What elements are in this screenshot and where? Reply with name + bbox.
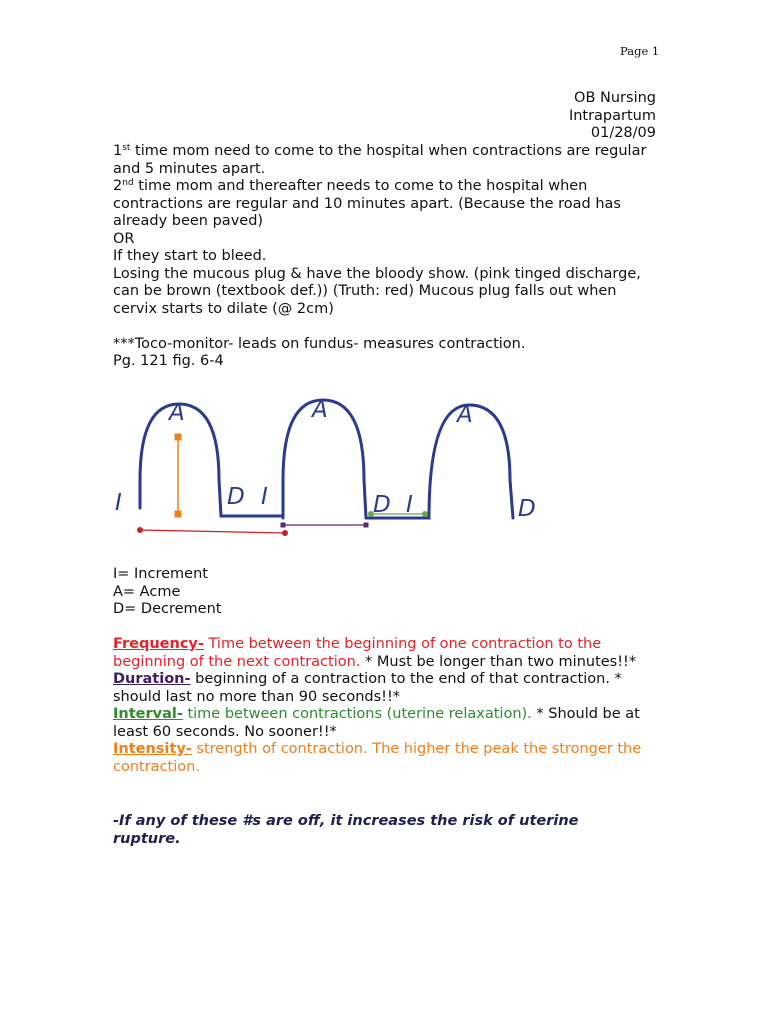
note-date: 01/28/09 <box>590 125 656 141</box>
increment-label-3: I <box>406 492 413 518</box>
interval-definition <box>113 706 643 741</box>
legend-increment: I= Increment <box>113 566 208 582</box>
decrement-label-1: D <box>227 484 245 510</box>
duration-definition <box>113 671 643 706</box>
frequency-note: * Must be longer than two minutes!!* <box>360 653 637 670</box>
ordinal-2-suffix: nd <box>122 178 134 188</box>
ordinal-2: 2 <box>113 178 123 194</box>
decrement-label-2: D <box>373 492 391 518</box>
frequency-term: Frequency- <box>113 636 204 652</box>
legend-decrement: D= Decrement <box>113 601 222 617</box>
contraction-definitions <box>113 636 643 776</box>
second-time-mom-text: time mom and thereafter needs to come to the hospital when contractions are regular and 10 minutes apart. (Because the road has already been paved) <box>113 178 621 229</box>
first-time-mom-note <box>113 143 658 178</box>
interval-text: time between contractions (uterine relaxation). <box>182 706 532 722</box>
bleed-line: If they start to bleed. <box>113 248 267 264</box>
intensity-text: strength of contraction. The higher the peak the stronger the contraction. <box>113 741 642 775</box>
notes-body <box>113 143 658 371</box>
second-time-mom-note <box>113 178 658 231</box>
figure-reference: Pg. 121 fig. 6-4 <box>113 353 224 369</box>
legend-acme: A= Acme <box>113 583 181 600</box>
note-header <box>569 90 656 143</box>
decrement-label-3: D <box>518 496 536 522</box>
frequency-definition <box>113 636 643 671</box>
duration-text: beginning of a contraction to the end of that contraction. * should last no more than 90 seconds!!* <box>113 671 622 705</box>
intensity-definition <box>113 741 643 776</box>
duration-term: Duration- <box>113 671 191 687</box>
course-title: OB Nursing <box>574 90 656 106</box>
ordinal-1: 1 <box>113 143 123 159</box>
frequency-marker <box>137 527 288 536</box>
acme-label-3: A <box>457 402 473 428</box>
diagram-legend <box>113 566 221 619</box>
contraction-diagram <box>105 390 565 550</box>
first-time-mom-text: time mom need to come to the hospital when contractions are regular and 5 minutes apart. <box>113 143 647 177</box>
increment-label-2: I <box>261 484 268 510</box>
mucous-plug-note: Losing the mucous plug & have the bloody show. (pink tinged discharge, can be brown (textbook def.)) (Truth: red) Mucous plug falls out when cervix starts to dilate (@ 2cm) <box>113 265 641 317</box>
toco-monitor-note: ***Toco-monitor- leads on fundus- measures contraction. <box>113 335 526 352</box>
acme-label-2: A <box>312 397 328 423</box>
duration-marker <box>281 523 369 528</box>
acme-label-1: A <box>169 400 185 426</box>
interval-term: Interval- <box>113 706 183 722</box>
or-line: OR <box>113 230 135 247</box>
ordinal-1-suffix: st <box>122 143 131 153</box>
interval-note: * Should be at least 60 seconds. No sooner!!* <box>113 706 640 740</box>
frequency-text: Time between the beginning of one contraction to the beginning of the next contraction. <box>113 636 602 670</box>
acme-marker <box>175 434 182 518</box>
uterine-rupture-warning: -If any of these #s are off, it increases the risk of uterine rupture. <box>113 813 579 847</box>
increment-label-1: I <box>115 490 122 516</box>
page-number: Page 1 <box>620 44 660 58</box>
topic-title: Intrapartum <box>568 107 656 124</box>
intensity-term: Intensity- <box>113 741 192 757</box>
